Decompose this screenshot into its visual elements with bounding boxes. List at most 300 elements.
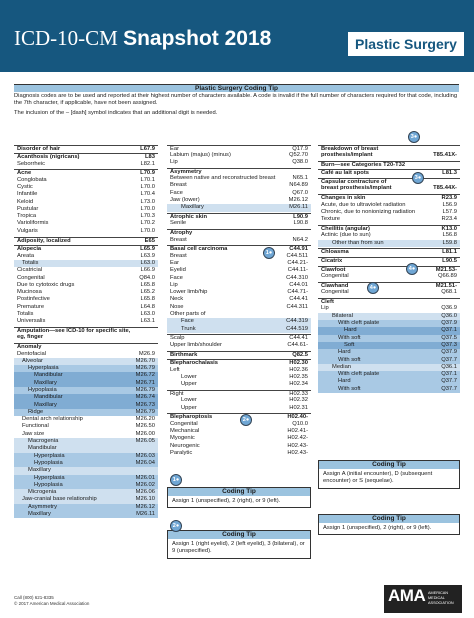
coding-tip-heading: Plastic Surgery Coding Tip [14,84,459,92]
entry-term: Maxillary [28,467,51,474]
entry-term: Vulgaris [17,227,38,234]
entry-code: L83 [145,154,155,161]
index-entry [318,289,460,296]
entry-code: C44.61- [287,341,308,348]
entry-term: Areata [17,252,35,259]
entry-code: E65 [144,237,155,244]
logo-text: AMERICAN MEDICAL ASSOCIATION [428,591,454,605]
entry-code: Q82.5 [292,351,308,358]
entry-term: With cleft palate [338,320,380,327]
entry-term: Functional [22,423,49,430]
index-entry [14,260,158,267]
entry-term: Tropica [17,213,37,220]
entry-term: With soft [338,385,361,392]
entry-term: Anomaly [17,344,42,351]
index-entry [14,206,158,213]
index-entry [167,318,311,325]
tip-marker-4-icon: 4● [406,263,418,275]
specialty-label: Plastic Surgery [348,32,464,56]
entry-term: Lip [321,305,329,312]
coding-tip-paragraph: The inclusion of the – [dash] symbol indicates that an additional digit is needed. [14,109,218,116]
entry-term: Upper [181,381,197,388]
tip-text: Assign 1 (unspecified), 2 (right), or 9 (left). [172,498,281,504]
index-entry [14,220,158,227]
tip-title: Coding Tip [168,488,310,496]
entry-code: L65.2 [140,289,155,296]
entry-code: M26.12 [288,197,308,204]
entry-code: C44.01 [289,281,308,288]
index-entry [167,159,311,166]
index-entry [167,421,311,428]
index-entry [318,194,460,201]
entry-term: Face [170,189,183,196]
entry-code: L63.0 [140,259,155,266]
index-entry [167,145,311,152]
tip-marker-2-icon: 2● [240,414,252,426]
entry-term: Upper [181,404,197,411]
index-column-1 [14,143,158,518]
entry-term: Premature [17,303,45,310]
index-entry [14,511,158,518]
index-entry [14,153,158,160]
entry-code: M21.53- [435,266,457,273]
index-entry [167,435,311,442]
index-entry [14,467,158,474]
index-entry [318,257,460,264]
entry-term: Hypoplasia [34,459,63,466]
entry-term: Basal cell carcinoma [170,246,228,253]
entry-term: Congenital [17,274,45,281]
entry-code: H02.41- [287,427,308,434]
entry-code: L90.8 [293,220,308,227]
entry-code: L70.9 [140,170,155,177]
footer-copyright: © 2017 American Medical Association [14,601,90,606]
entry-code: M26.79 [135,408,155,415]
header-banner [0,0,474,72]
entry-term: Texture [321,216,341,223]
tip-marker-4-icon: 4● [367,282,379,294]
entry-term: Capsular contracture of [321,179,387,186]
entry-term: Mechanical [170,427,200,434]
entry-code: C44.71- [287,289,308,296]
entry-term: Other than from sun [332,239,384,246]
entry-code: M26.20 [135,416,155,423]
entry-term: Actinic (due to sun) [321,232,371,239]
entry-code: L65.8 [140,281,155,288]
tip-marker-2-icon: 2● [170,520,182,532]
entry-code: L90.5 [442,258,457,265]
index-entry [14,445,158,452]
entry-term: Mucinosa [17,289,42,296]
index-entry [318,364,460,371]
index-entry [14,438,158,445]
entry-term: Congenital [321,273,349,280]
entry-code: C44.311 [286,303,308,310]
entry-term: Face [181,318,194,325]
entry-code: H02.42- [287,435,308,442]
index-entry [14,387,158,394]
entry-code: H02.32 [289,397,308,404]
coding-tip-box-2 [167,530,311,559]
entry-term: Acute, due to ultraviolet radiation [321,201,406,208]
index-entry [318,305,460,312]
index-entry [167,397,311,404]
index-entry [167,190,311,197]
entry-term: With cleft palate [338,371,380,378]
entry-code: M26.06 [135,489,155,496]
index-entry [318,152,460,159]
entry-term: Blepharochalasis [170,360,219,367]
index-entry [14,289,158,296]
entry-code: N64.2 [292,236,308,243]
entry-term: Dentofacial [17,350,47,357]
index-entry [14,318,158,325]
entry-term: Right [170,391,184,397]
index-entry [318,266,460,273]
coding-tip-body [14,93,459,119]
index-entry [318,378,460,385]
index-entry [167,175,311,182]
entry-term: Microgenia [28,489,57,496]
entry-term: Neurogenic [170,442,200,449]
entry-code: Q36.9 [441,305,457,312]
entry-code: Q36.1 [441,363,457,370]
entry-term: Median [332,363,352,370]
index-entry [14,460,158,467]
entry-term: Due to cytotoxic drugs [17,281,75,288]
entry-term: Ridge [28,408,44,415]
index-entry [14,365,158,372]
entry-code: M26.9 [138,350,155,357]
entry-term: Bilateral [332,312,353,319]
entry-term: Clawhand [321,283,349,290]
index-entry [318,145,460,152]
entry-code: H02.31 [289,404,308,411]
coding-tip-paragraph: Diagnosis codes are to be used and reported at their highest number of characters available. A code is invalid if the full number of characters required for that code, including the 7th character, if applicable, have not been assigned. [14,93,458,107]
entry-term: Maxillary [28,511,51,518]
index-entry [318,357,460,364]
entry-term: Cicatricial [17,267,43,274]
index-entry [14,504,158,511]
entry-code: L73.0 [140,198,155,205]
entry-code: C44.310 [286,274,308,281]
entry-term: Breast [170,252,187,259]
entry-code: C44.519 [286,325,308,332]
entry-term: Cleft [321,299,334,306]
entry-term: Congenital [321,289,349,296]
index-entry [14,311,158,318]
index-entry [167,381,311,388]
entry-term: With soft [338,334,361,341]
entry-code: Q37.7 [441,356,457,363]
index-entry [318,161,460,168]
entry-term: Asymmetry [28,503,57,510]
index-entry [167,428,311,435]
index-entry [14,184,158,191]
entry-term: Chronic, due to nonionizing radiation [321,208,416,215]
coding-tip-box-3 [318,460,460,489]
entry-term: Acanthosis (nigricans) [17,154,80,161]
entry-code: L63.0 [140,311,155,318]
entry-term: Jaw (lower) [170,197,200,204]
entry-term: Maxillary [181,204,204,211]
tip-title: Coding Tip [319,515,459,523]
entry-term: Macrogenia [28,438,59,445]
index-entry [14,453,158,460]
index-entry [167,282,311,289]
entry-code: Q37.7 [441,378,457,385]
entry-term: Hyperplasia [34,452,65,459]
tip-title: Coding Tip [319,461,459,469]
entry-code: M26.71 [135,379,155,386]
entry-code: L70.2 [140,220,155,227]
entry-term: Myogenic [170,435,195,442]
index-entry [318,216,460,223]
entry-term: Infantile [17,191,38,198]
index-entry [14,191,158,198]
index-entry [14,161,158,168]
index-entry [14,296,158,303]
entry-term: Between native and reconstructed breast [170,175,276,182]
entry-term: Lip [170,281,178,288]
index-entry [167,182,311,189]
index-entry [167,204,311,211]
index-entry [318,232,460,239]
index-entry [14,199,158,206]
entry-term: Soft [344,341,355,348]
index-entry [14,237,158,244]
entry-code: L67.9 [140,145,155,152]
index-entry [167,220,311,227]
entry-code: M26.10 [135,496,155,503]
entry-term: Burn—see Categories T20-T32 [321,161,406,168]
entry-code: M26.12 [135,503,155,510]
entry-term: Breakdown of breast [321,145,379,152]
entry-term: Chloasma [321,249,349,256]
entry-code: T85.41X- [433,151,457,158]
entry-term: Hyperplasia [34,474,65,481]
entry-code: M26.03 [135,452,155,459]
entry-code: M26.74 [135,394,155,401]
entry-term: Postinfective [17,296,50,303]
index-entry [14,496,158,503]
entry-code: H02.35 [289,373,308,380]
entry-code: N64.89 [289,182,308,189]
entry-code: Q36.0 [441,312,457,319]
coding-tip-box-1 [167,487,311,508]
index-entry [14,372,158,379]
index-column-2 [167,143,311,457]
page-title: ICD-10-CM Snapshot 2018 [14,26,272,50]
entry-code: L81.3 [442,170,457,177]
index-entry [167,367,311,374]
entry-code: H02.36 [289,366,308,373]
tip-marker-1-icon: 1● [170,474,182,486]
index-column-3 [318,143,460,393]
entry-term: Paralytic [170,449,193,456]
index-entry [318,178,460,185]
index-entry [14,343,158,350]
entry-term: Upper limb/shoulder [170,341,222,348]
tip-title: Coding Tip [168,531,310,539]
index-entry [167,334,311,341]
entry-code: Q52.70 [288,151,308,158]
footer-phone: Call (800) 621-8335 [14,595,54,600]
entry-term: Conglobata [17,176,47,183]
entry-term: Mandibular [34,394,63,401]
entry-term: Ear [170,259,180,266]
index-entry [167,197,311,204]
index-entry [14,228,158,235]
index-entry [318,349,460,356]
entry-term: Cicatrix [321,258,343,265]
entry-code: M26.11 [289,204,308,211]
index-entry [167,237,311,244]
entry-code: L90.9 [293,214,308,221]
entry-code: L70.1 [140,176,155,183]
entry-term: Maxillary [34,379,57,386]
entry-code: Q38.0 [292,159,308,166]
entry-code: Q37.9 [441,349,457,356]
entry-term: Amputation—see ICD-10 for specific site, [17,328,131,335]
index-entry [318,342,460,349]
entry-code: M26.11 [136,511,155,518]
entry-term: Neck [170,296,184,303]
index-entry [14,327,158,334]
entry-term: Blepharoptosis [170,414,213,421]
index-entry [14,213,158,220]
entry-code: C44.21- [287,259,308,266]
tip-marker-3-icon: 3● [412,172,424,184]
entry-code: H02.40- [287,414,308,421]
entry-term: Maxillary [34,401,57,408]
entry-code: L70.0 [140,227,155,234]
index-entry [14,489,158,496]
entry-term: Hyperplasia [28,365,59,372]
entry-term: Lower [181,373,197,380]
entry-code: L81.1 [442,249,457,256]
entry-code: M26.00 [135,430,155,437]
entry-code: L59.8 [442,239,457,246]
entry-code: C44.11- [287,267,308,274]
entry-term: Senile [170,220,187,227]
entry-code: L70.0 [140,183,155,190]
entry-term: Pustular [17,205,39,212]
entry-code: L70.0 [140,205,155,212]
entry-code: L70.3 [140,213,155,220]
entry-code: M26.72 [135,372,155,379]
entry-code: H02.33 [289,391,308,397]
entry-term: Keloid [17,198,34,205]
entry-code: M26.73 [135,401,155,408]
entry-code: Q37.9 [441,320,457,327]
index-entry [318,298,460,305]
entry-code: M21.51- [435,283,457,290]
entry-term: Atrophic skin [170,214,208,221]
entry-term: Seborrheic [17,160,46,167]
index-entry [318,209,460,216]
entry-term: Changes in skin [321,195,366,202]
entry-term: With soft [338,356,361,363]
entry-code: C44.511 [286,252,308,259]
entry-term: Universalis [17,318,46,325]
entry-code: Q84.0 [139,274,155,281]
entry-term: Disorder of hair [17,145,61,152]
entry-term: Jaw-cranial base relationship [22,496,97,503]
index-entry [167,342,311,349]
index-entry [14,431,158,438]
index-entry [14,282,158,289]
entry-term: Other parts of [170,311,206,318]
index-entry [14,475,158,482]
entry-term: Alopecia [17,246,42,253]
entry-term: eg, finger [17,334,44,341]
entry-term: Hypoplasia [28,387,57,393]
index-entry [318,240,460,247]
index-entry [318,202,460,209]
entry-term: Lip [170,159,178,166]
entry-term: Labium (majus) (minus) [170,151,231,158]
entry-code: M26.70 [135,357,155,364]
index-entry [167,326,311,333]
index-entry [167,267,311,274]
entry-code: L63.9 [140,252,155,259]
entry-code: L57.9 [442,208,457,215]
tip-text: Assign 1 (right eyelid), 2 (left eyelid), 3 (bilateral), or 9 (unspecified). [172,541,305,555]
entry-code: M26.05 [135,438,155,445]
index-entry [167,443,311,450]
index-entry [14,253,158,260]
index-entry [14,423,158,430]
index-entry [167,359,311,366]
entry-term: Varioliformis [17,220,49,227]
index-entry [318,169,460,176]
index-entry [167,311,311,318]
entry-term: Dental arch relationship [22,416,83,423]
index-entry [14,416,158,423]
entry-term: Jaw size [22,430,45,437]
index-entry [167,260,311,267]
entry-code: H02.34 [289,381,308,388]
entry-code: Q67.0 [292,189,308,196]
entry-code: H02.30 [289,360,308,367]
entry-code: H02.43- [287,442,308,449]
entry-term: Mandibular [34,372,63,379]
index-entry [318,371,460,378]
entry-term: Atrophy [170,230,193,237]
index-entry [167,229,311,236]
index-entry [318,335,460,342]
entry-term: Cheilitis (angular) [321,225,370,232]
entry-code: N65.1 [292,175,308,182]
tip-text: Assign 1 (unspecified), 2 (right), or 9 (left). [323,525,432,531]
entry-code: M26.02 [135,481,155,488]
index-entry [14,334,158,341]
entry-code: M26.79 [135,387,155,393]
entry-code: L65.9 [140,246,155,253]
index-entry [318,225,460,232]
index-entry [167,275,311,282]
entry-code: L70.4 [140,191,155,198]
entry-term: Hard [338,349,351,356]
entry-term: Totalis [22,259,39,266]
index-entry [318,282,460,289]
index-entry [167,390,311,397]
entry-code: L64.8 [140,303,155,310]
entry-code: L56.8 [442,232,457,239]
entry-term: Scalp [170,335,185,342]
entry-code: C44.41 [289,335,308,342]
